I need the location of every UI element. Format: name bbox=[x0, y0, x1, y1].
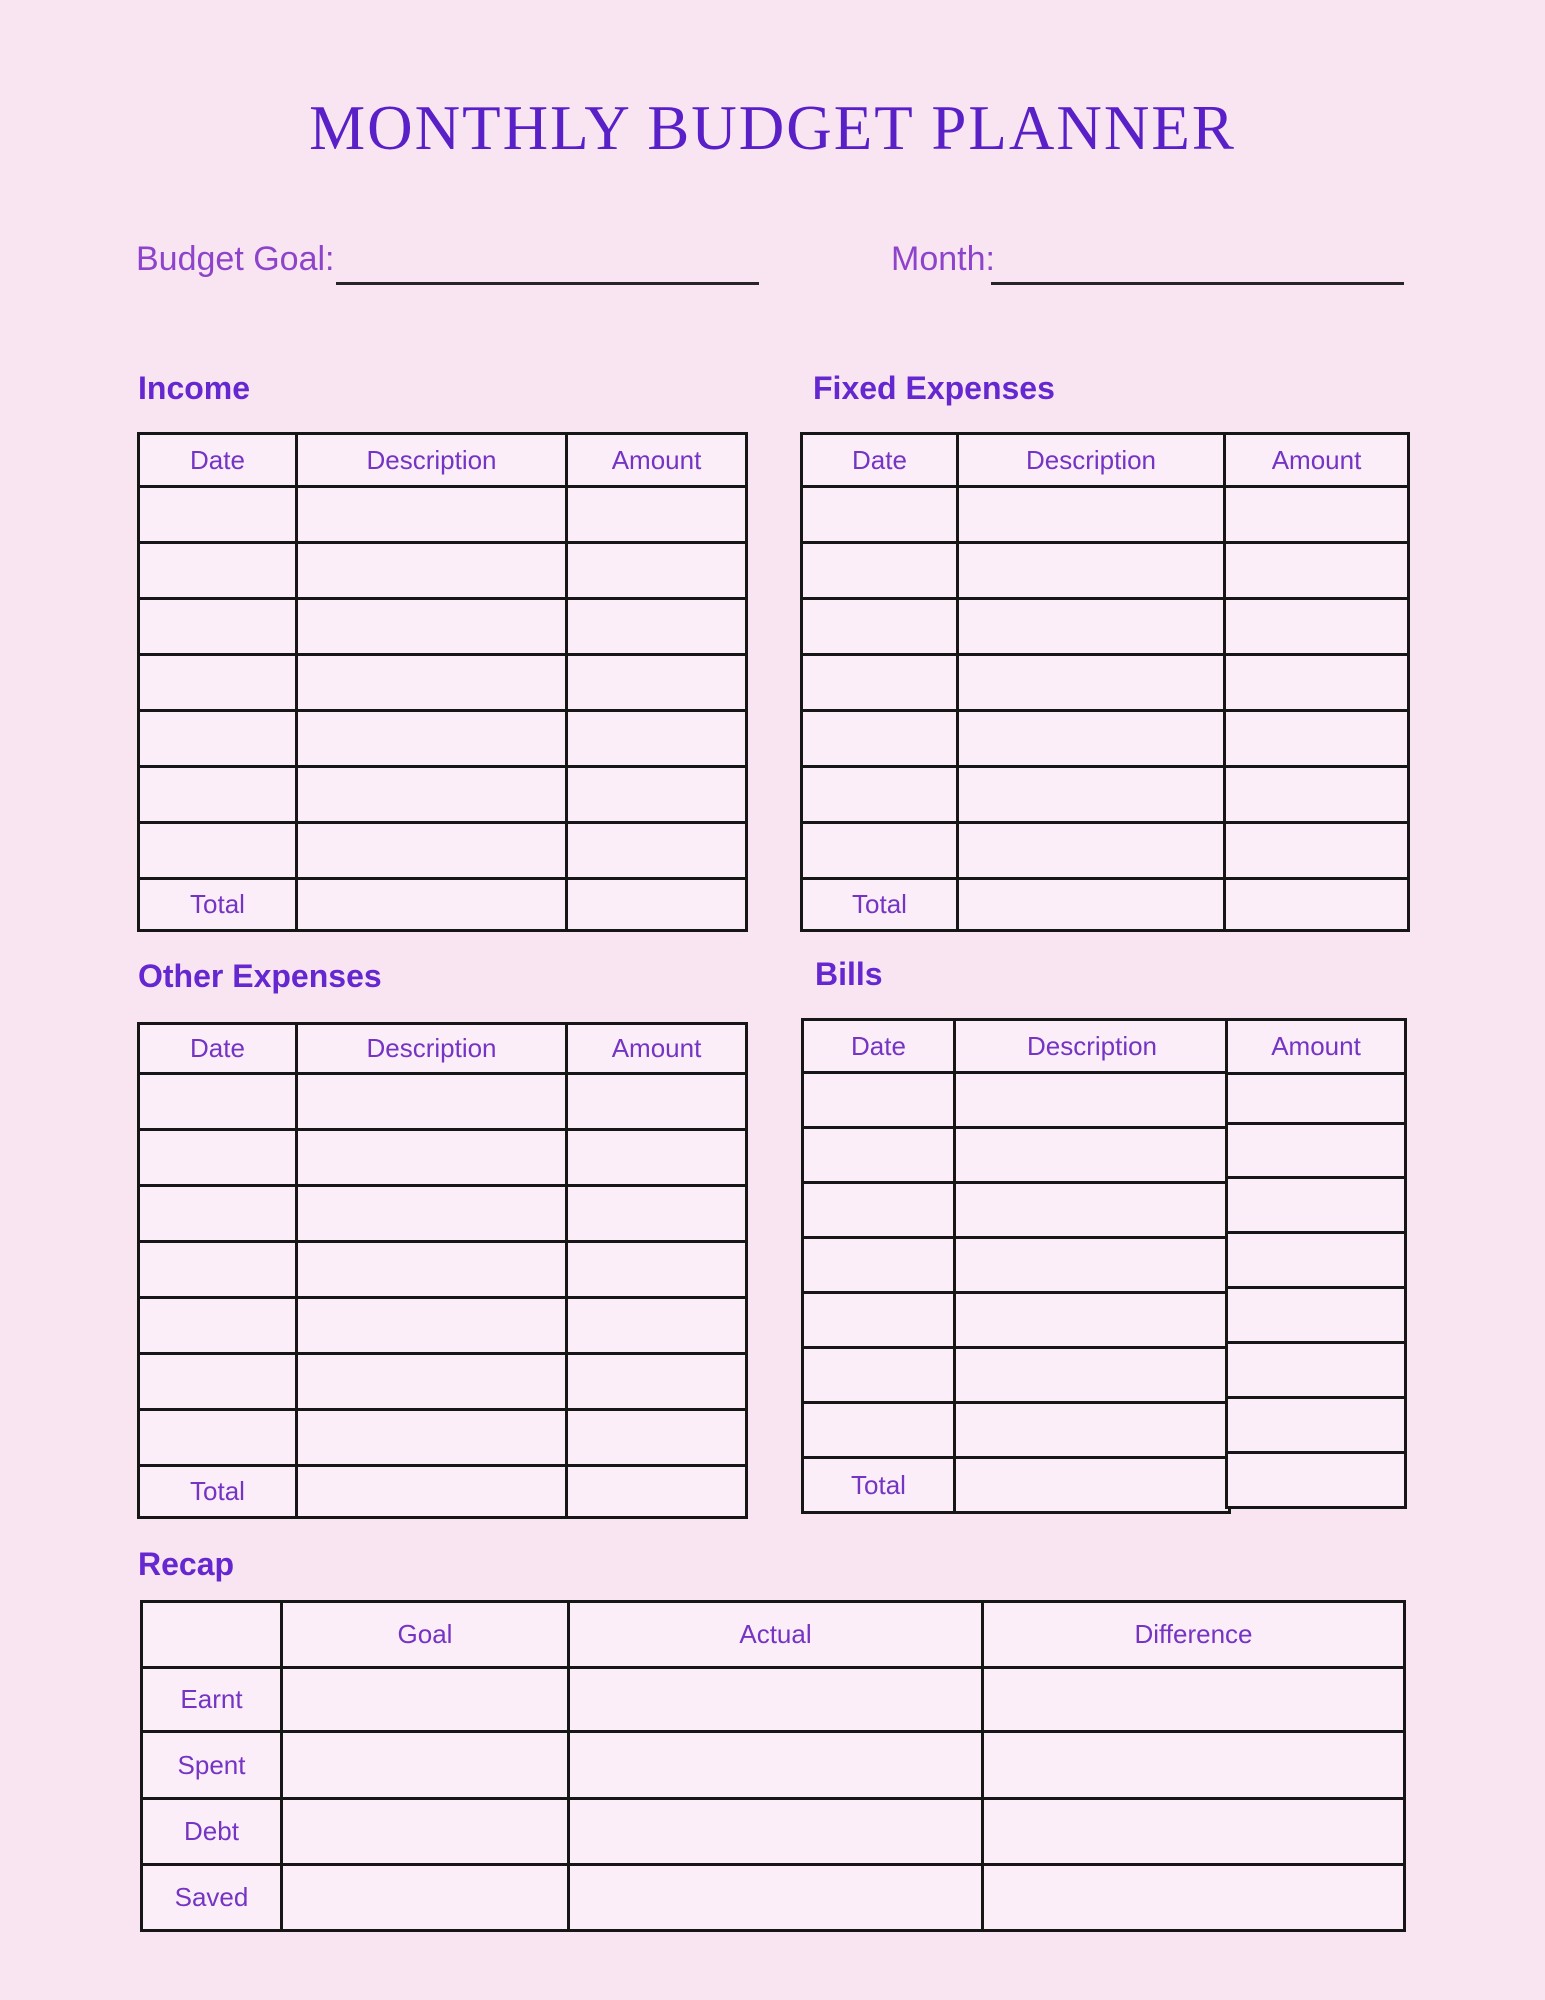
empty-cell bbox=[1225, 543, 1409, 599]
empty-cell bbox=[139, 1130, 297, 1186]
empty-cell bbox=[803, 1073, 955, 1128]
empty-cell bbox=[955, 1183, 1230, 1238]
empty-cell bbox=[139, 599, 297, 655]
empty-cell bbox=[139, 1242, 297, 1298]
empty-cell bbox=[955, 1238, 1230, 1293]
section-heading-bills: Bills bbox=[815, 956, 883, 992]
income-column-header-description: Description bbox=[297, 434, 567, 487]
page-title: MONTHLY BUDGET PLANNER bbox=[309, 93, 1236, 163]
other-column-header-description: Description bbox=[297, 1024, 567, 1074]
empty-cell bbox=[297, 823, 567, 879]
empty-cell bbox=[567, 487, 747, 543]
empty-cell bbox=[297, 655, 567, 711]
empty-cell bbox=[958, 823, 1225, 879]
empty-cell bbox=[567, 655, 747, 711]
bills-column-header-amount: Amount bbox=[1228, 1021, 1404, 1075]
empty-cell bbox=[139, 1354, 297, 1410]
empty-cell bbox=[1225, 655, 1409, 711]
empty-cell bbox=[802, 711, 958, 767]
empty-cell bbox=[567, 711, 747, 767]
income-column-header-amount: Amount bbox=[567, 434, 747, 487]
empty-cell bbox=[955, 1458, 1230, 1513]
empty-cell bbox=[958, 767, 1225, 823]
empty-cell bbox=[567, 879, 747, 931]
empty-cell bbox=[567, 1130, 747, 1186]
fixed-column-header-amount: Amount bbox=[1225, 434, 1409, 487]
empty-cell bbox=[282, 1865, 569, 1931]
empty-cell bbox=[297, 1410, 567, 1466]
empty-cell bbox=[139, 823, 297, 879]
fixed-column-header-description: Description bbox=[958, 434, 1225, 487]
budget-goal-label: Budget Goal: bbox=[136, 240, 335, 278]
empty-cell bbox=[139, 1298, 297, 1354]
empty-cell bbox=[1228, 1399, 1404, 1454]
empty-cell bbox=[955, 1293, 1230, 1348]
empty-cell bbox=[1225, 711, 1409, 767]
empty-cell bbox=[569, 1732, 983, 1799]
empty-cell bbox=[567, 767, 747, 823]
empty-cell bbox=[567, 1186, 747, 1242]
empty-cell bbox=[803, 1403, 955, 1458]
income-column-header-date: Date bbox=[139, 434, 297, 487]
section-heading-recap: Recap bbox=[138, 1546, 235, 1582]
empty-cell bbox=[802, 487, 958, 543]
bills-column-header-date: Date bbox=[803, 1020, 955, 1073]
empty-cell bbox=[1228, 1075, 1404, 1125]
empty-cell bbox=[297, 711, 567, 767]
empty-cell bbox=[139, 1410, 297, 1466]
fixed-total-label: Total bbox=[802, 879, 958, 931]
empty-cell bbox=[1228, 1454, 1404, 1506]
empty-cell bbox=[1228, 1234, 1404, 1289]
empty-cell bbox=[1228, 1179, 1404, 1234]
recap-row-label-spent: Spent bbox=[142, 1732, 282, 1799]
income-total-label: Total bbox=[139, 879, 297, 931]
fixed-column-header-date: Date bbox=[802, 434, 958, 487]
empty-cell bbox=[958, 599, 1225, 655]
empty-cell bbox=[803, 1348, 955, 1403]
recap-column-header-actual: Actual bbox=[569, 1602, 983, 1668]
empty-cell bbox=[802, 599, 958, 655]
empty-cell bbox=[567, 599, 747, 655]
empty-cell bbox=[802, 543, 958, 599]
empty-cell bbox=[282, 1668, 569, 1732]
empty-cell bbox=[1225, 599, 1409, 655]
section-heading-other-expenses: Other Expenses bbox=[138, 958, 382, 994]
empty-cell bbox=[567, 823, 747, 879]
empty-cell bbox=[802, 655, 958, 711]
empty-cell bbox=[567, 1410, 747, 1466]
empty-cell bbox=[983, 1799, 1405, 1865]
empty-cell bbox=[958, 487, 1225, 543]
empty-cell bbox=[958, 543, 1225, 599]
empty-cell bbox=[567, 1074, 747, 1130]
other-column-header-date: Date bbox=[139, 1024, 297, 1074]
empty-cell bbox=[1228, 1289, 1404, 1344]
recap-column-header-difference: Difference bbox=[983, 1602, 1405, 1668]
other-column-header-amount: Amount bbox=[567, 1024, 747, 1074]
empty-cell bbox=[983, 1732, 1405, 1799]
empty-cell bbox=[569, 1799, 983, 1865]
empty-cell bbox=[139, 711, 297, 767]
bills-column-header-description: Description bbox=[955, 1020, 1230, 1073]
recap-row-label-earnt: Earnt bbox=[142, 1668, 282, 1732]
empty-cell bbox=[1225, 823, 1409, 879]
empty-cell bbox=[297, 1242, 567, 1298]
empty-cell bbox=[803, 1128, 955, 1183]
empty-cell bbox=[1228, 1125, 1404, 1179]
empty-cell bbox=[297, 1466, 567, 1518]
empty-cell bbox=[139, 543, 297, 599]
empty-cell bbox=[958, 879, 1225, 931]
empty-cell bbox=[297, 543, 567, 599]
recap-column-header-blank bbox=[142, 1602, 282, 1668]
empty-cell bbox=[139, 1186, 297, 1242]
empty-cell bbox=[958, 655, 1225, 711]
empty-cell bbox=[569, 1865, 983, 1931]
empty-cell bbox=[297, 767, 567, 823]
empty-cell bbox=[297, 1130, 567, 1186]
empty-cell bbox=[569, 1668, 983, 1732]
empty-cell bbox=[139, 655, 297, 711]
empty-cell bbox=[983, 1865, 1405, 1931]
income-table bbox=[137, 432, 748, 932]
empty-cell bbox=[1225, 487, 1409, 543]
empty-cell bbox=[297, 1186, 567, 1242]
empty-cell bbox=[297, 1354, 567, 1410]
section-heading-income: Income bbox=[138, 370, 251, 406]
empty-cell bbox=[955, 1348, 1230, 1403]
other-total-label: Total bbox=[139, 1466, 297, 1518]
budget-goal-field bbox=[336, 246, 759, 285]
recap-column-header-goal: Goal bbox=[282, 1602, 569, 1668]
recap-table bbox=[140, 1600, 1406, 1932]
empty-cell bbox=[803, 1238, 955, 1293]
empty-cell bbox=[297, 599, 567, 655]
fixed-expenses-table bbox=[800, 432, 1410, 932]
empty-cell bbox=[139, 1074, 297, 1130]
empty-cell bbox=[282, 1732, 569, 1799]
empty-cell bbox=[1228, 1344, 1404, 1399]
empty-cell bbox=[803, 1293, 955, 1348]
empty-cell bbox=[297, 487, 567, 543]
month-field bbox=[991, 246, 1404, 285]
empty-cell bbox=[297, 879, 567, 931]
empty-cell bbox=[1225, 767, 1409, 823]
recap-row-label-saved: Saved bbox=[142, 1865, 282, 1931]
empty-cell bbox=[803, 1183, 955, 1238]
recap-row-label-debt: Debt bbox=[142, 1799, 282, 1865]
empty-cell bbox=[802, 767, 958, 823]
empty-cell bbox=[983, 1668, 1405, 1732]
empty-cell bbox=[139, 487, 297, 543]
empty-cell bbox=[955, 1403, 1230, 1458]
empty-cell bbox=[567, 543, 747, 599]
empty-cell bbox=[802, 823, 958, 879]
bills-total-label: Total bbox=[803, 1458, 955, 1513]
empty-cell bbox=[567, 1298, 747, 1354]
bills-amount-column bbox=[1225, 1018, 1407, 1509]
empty-cell bbox=[1225, 879, 1409, 931]
empty-cell bbox=[139, 767, 297, 823]
other-expenses-table bbox=[137, 1022, 748, 1519]
empty-cell bbox=[955, 1128, 1230, 1183]
section-heading-fixed-expenses: Fixed Expenses bbox=[813, 370, 1055, 406]
empty-cell bbox=[567, 1354, 747, 1410]
empty-cell bbox=[297, 1298, 567, 1354]
empty-cell bbox=[958, 711, 1225, 767]
bills-table bbox=[801, 1018, 1231, 1514]
empty-cell bbox=[567, 1466, 747, 1518]
empty-cell bbox=[297, 1074, 567, 1130]
empty-cell bbox=[955, 1073, 1230, 1128]
empty-cell bbox=[282, 1799, 569, 1865]
empty-cell bbox=[567, 1242, 747, 1298]
month-label: Month: bbox=[891, 240, 995, 278]
